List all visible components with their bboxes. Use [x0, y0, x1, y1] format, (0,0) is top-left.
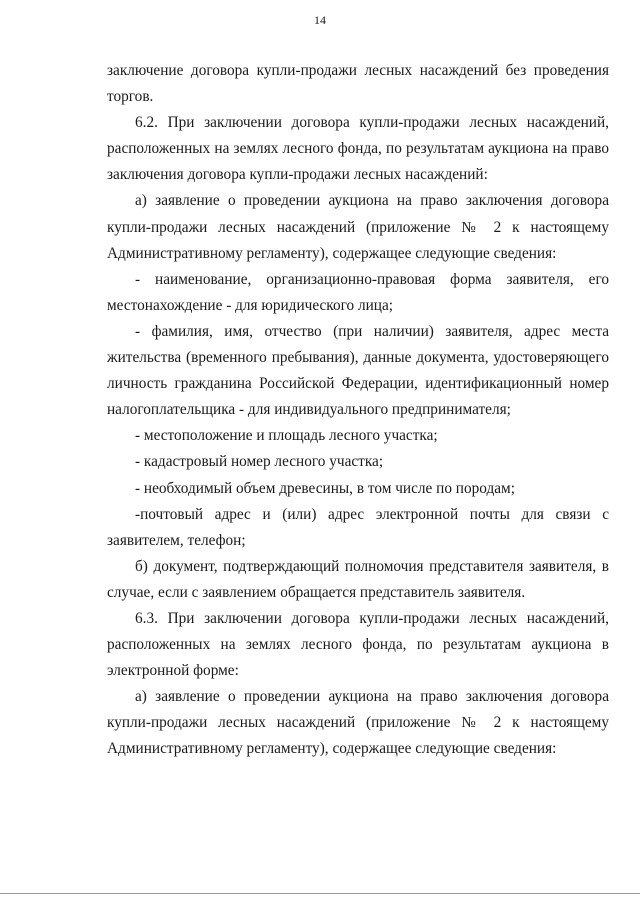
- paragraph-6-3: 6.3. При заключении договора купли-продажи лесных насаждений, расположенных на землях лесного фонда, по результатам аукциона в электронной форме:: [107, 609, 609, 680]
- list-item-location-area: - местоположение и площадь лесного участка;: [135, 427, 438, 445]
- paragraph-continuation: заключение договора купли-продажи лесных насаждений без проведения торгов.: [107, 62, 609, 106]
- list-item-contacts: -почтовый адрес и (или) адрес электронной почты для связи с заявителем, телефон;: [107, 505, 609, 549]
- page-bottom-edge: [0, 893, 640, 894]
- paragraph-6-2-a: а) заявление о проведении аукциона на право заключения договора купли-продажи лесных насаждений (приложение № 2 к настоящему Административному регламенту), содержащее следующие сведения:: [107, 192, 609, 262]
- list-item-cadastral-number: - кадастровый номер лесного участка;: [135, 453, 384, 471]
- list-item-legal-entity: - наименование, организационно-правовая форма заявителя, его местонахождение - для юридического лица;: [107, 270, 609, 314]
- paragraph-6-2-b: б) документ, подтверждающий полномочия представителя заявителя, в случае, если с заявлением обращается представитель заявителя.: [107, 557, 609, 601]
- list-item-wood-volume: - необходимый объем древесины, в том числе по породам;: [135, 479, 515, 497]
- list-item-entrepreneur: - фамилия, имя, отчество (при наличии) заявителя, адрес места жительства (временного пребывания), данные документа, удостоверяющего личность гражданина Российской Федерации, идентификационный номер налогоплательщика - для индивидуального предпринимателя;: [107, 322, 609, 419]
- document-body: [107, 58, 609, 763]
- page-number: 14: [314, 13, 326, 27]
- paragraph-6-3-a: а) заявление о проведении аукциона на право заключения договора купли-продажи лесных насаждений (приложение № 2 к настоящему Административному регламенту), содержащее следующие сведения:: [107, 688, 609, 758]
- paragraph-6-2: 6.2. При заключении договора купли-продажи лесных насаждений, расположенных на землях лесного фонда, по результатам аукциона на право заключения договора купли-продажи лесных насаждений:: [107, 114, 609, 184]
